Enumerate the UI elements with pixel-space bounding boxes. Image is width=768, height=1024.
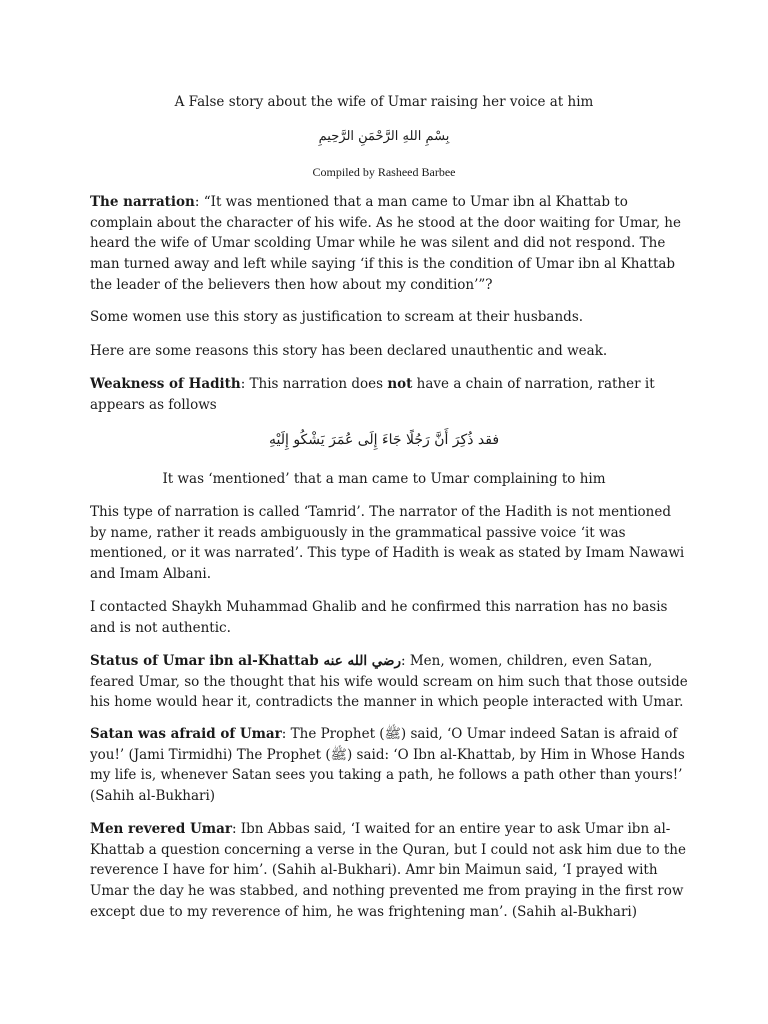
narration-heading: The narration [90,194,195,210]
weakness-text-after: have a chain of narration, rather it appears as follows [90,376,655,413]
weakness-heading: Weakness of Hadith [90,376,241,392]
satan-paragraph [90,724,690,807]
justification-paragraph: Some women use this story as justification to scream at their husbands. [90,309,584,325]
tamrid-paragraph: This type of narration is called ‘Tamrid’. The narrator of the Hadith is not mentioned by name, rather it reads ambiguously in the grammatical passive voice ‘it was mentioned, or it was narrated’. This type of Hadith is weak as stated by Imam Nawawi and Imam Albani. [90,504,685,583]
document-title: A False story about the wife of Umar raising her voice at him [174,94,594,110]
contacted-paragraph: I contacted Shaykh Muhammad Ghalib and he confirmed this narration has no basis and is not authentic. [90,599,668,636]
translation-line: It was ‘mentioned’ that a man came to Umar complaining to him [162,471,606,487]
arabic-quote: فقد ذُكِرَ أَنَّ رَجُلًا جَاءَ إِلَى عُمَرَ يَشْكُو إِلَيْهِ [268,432,500,448]
men-heading: Men revered Umar [90,821,232,837]
weakness-emphasis: not [387,376,413,392]
basmala: بِسْمِ اللهِ الرَّحْمَنِ الرَّحِيمِ [318,129,450,144]
weakness-paragraph [90,374,690,415]
weakness-text-before: : This narration does [240,376,388,392]
men-paragraph [90,819,690,923]
satan-heading: Satan was afraid of Umar [90,726,282,742]
status-heading: Status of Umar ibn al-Khattab رضي الله عنه [90,653,402,669]
reasons-intro-paragraph: Here are some reasons this story has been declared unauthentic and weak. [90,343,608,359]
status-paragraph [90,651,690,713]
narration-paragraph [90,192,690,296]
compiled-by: Compiled by Rasheed Barbee [312,165,456,179]
satan-text: : The Prophet (ﷺ) said, ‘O Umar indeed Satan is afraid of you!’ (Jami Tirmidhi) The Prophet (ﷺ) said: ‘O Ibn al-Khattab, by Him in Whose Hands my life is, whenever Satan sees you taking a path, he follows a path other than yours!’ (Sahih al-Bukhari) [90,726,685,805]
men-text: : Ibn Abbas said, ‘I waited for an entire year to ask Umar ibn al-Khattab a question concerning a verse in the Quran, but I could not ask him due to the reverence I have for him’. (Sahih al-Bukhari). Amr bin Maimun said, ‘I prayed with Umar the day he was stabbed, and nothing prevented me from praying in the first row except due to my reverence of him, he was frightening man’. (Sahih al-Bukhari) [90,821,686,920]
status-text: : Men, women, children, even Satan, feared Umar, so the thought that his wife would scream on him such that those outside his home would hear it, contradicts the manner in which people interacted with Umar. [90,653,688,711]
narration-text: : “It was mentioned that a man came to Umar ibn al Khattab to complain about the character of his wife. As he stood at the door waiting for Umar, he heard the wife of Umar scolding Umar while he was silent and did not respond. The man turned away and left while saying ‘if this is the condition of Umar ibn al Khattab the leader of the believers then how about my condition’”? [90,194,681,293]
